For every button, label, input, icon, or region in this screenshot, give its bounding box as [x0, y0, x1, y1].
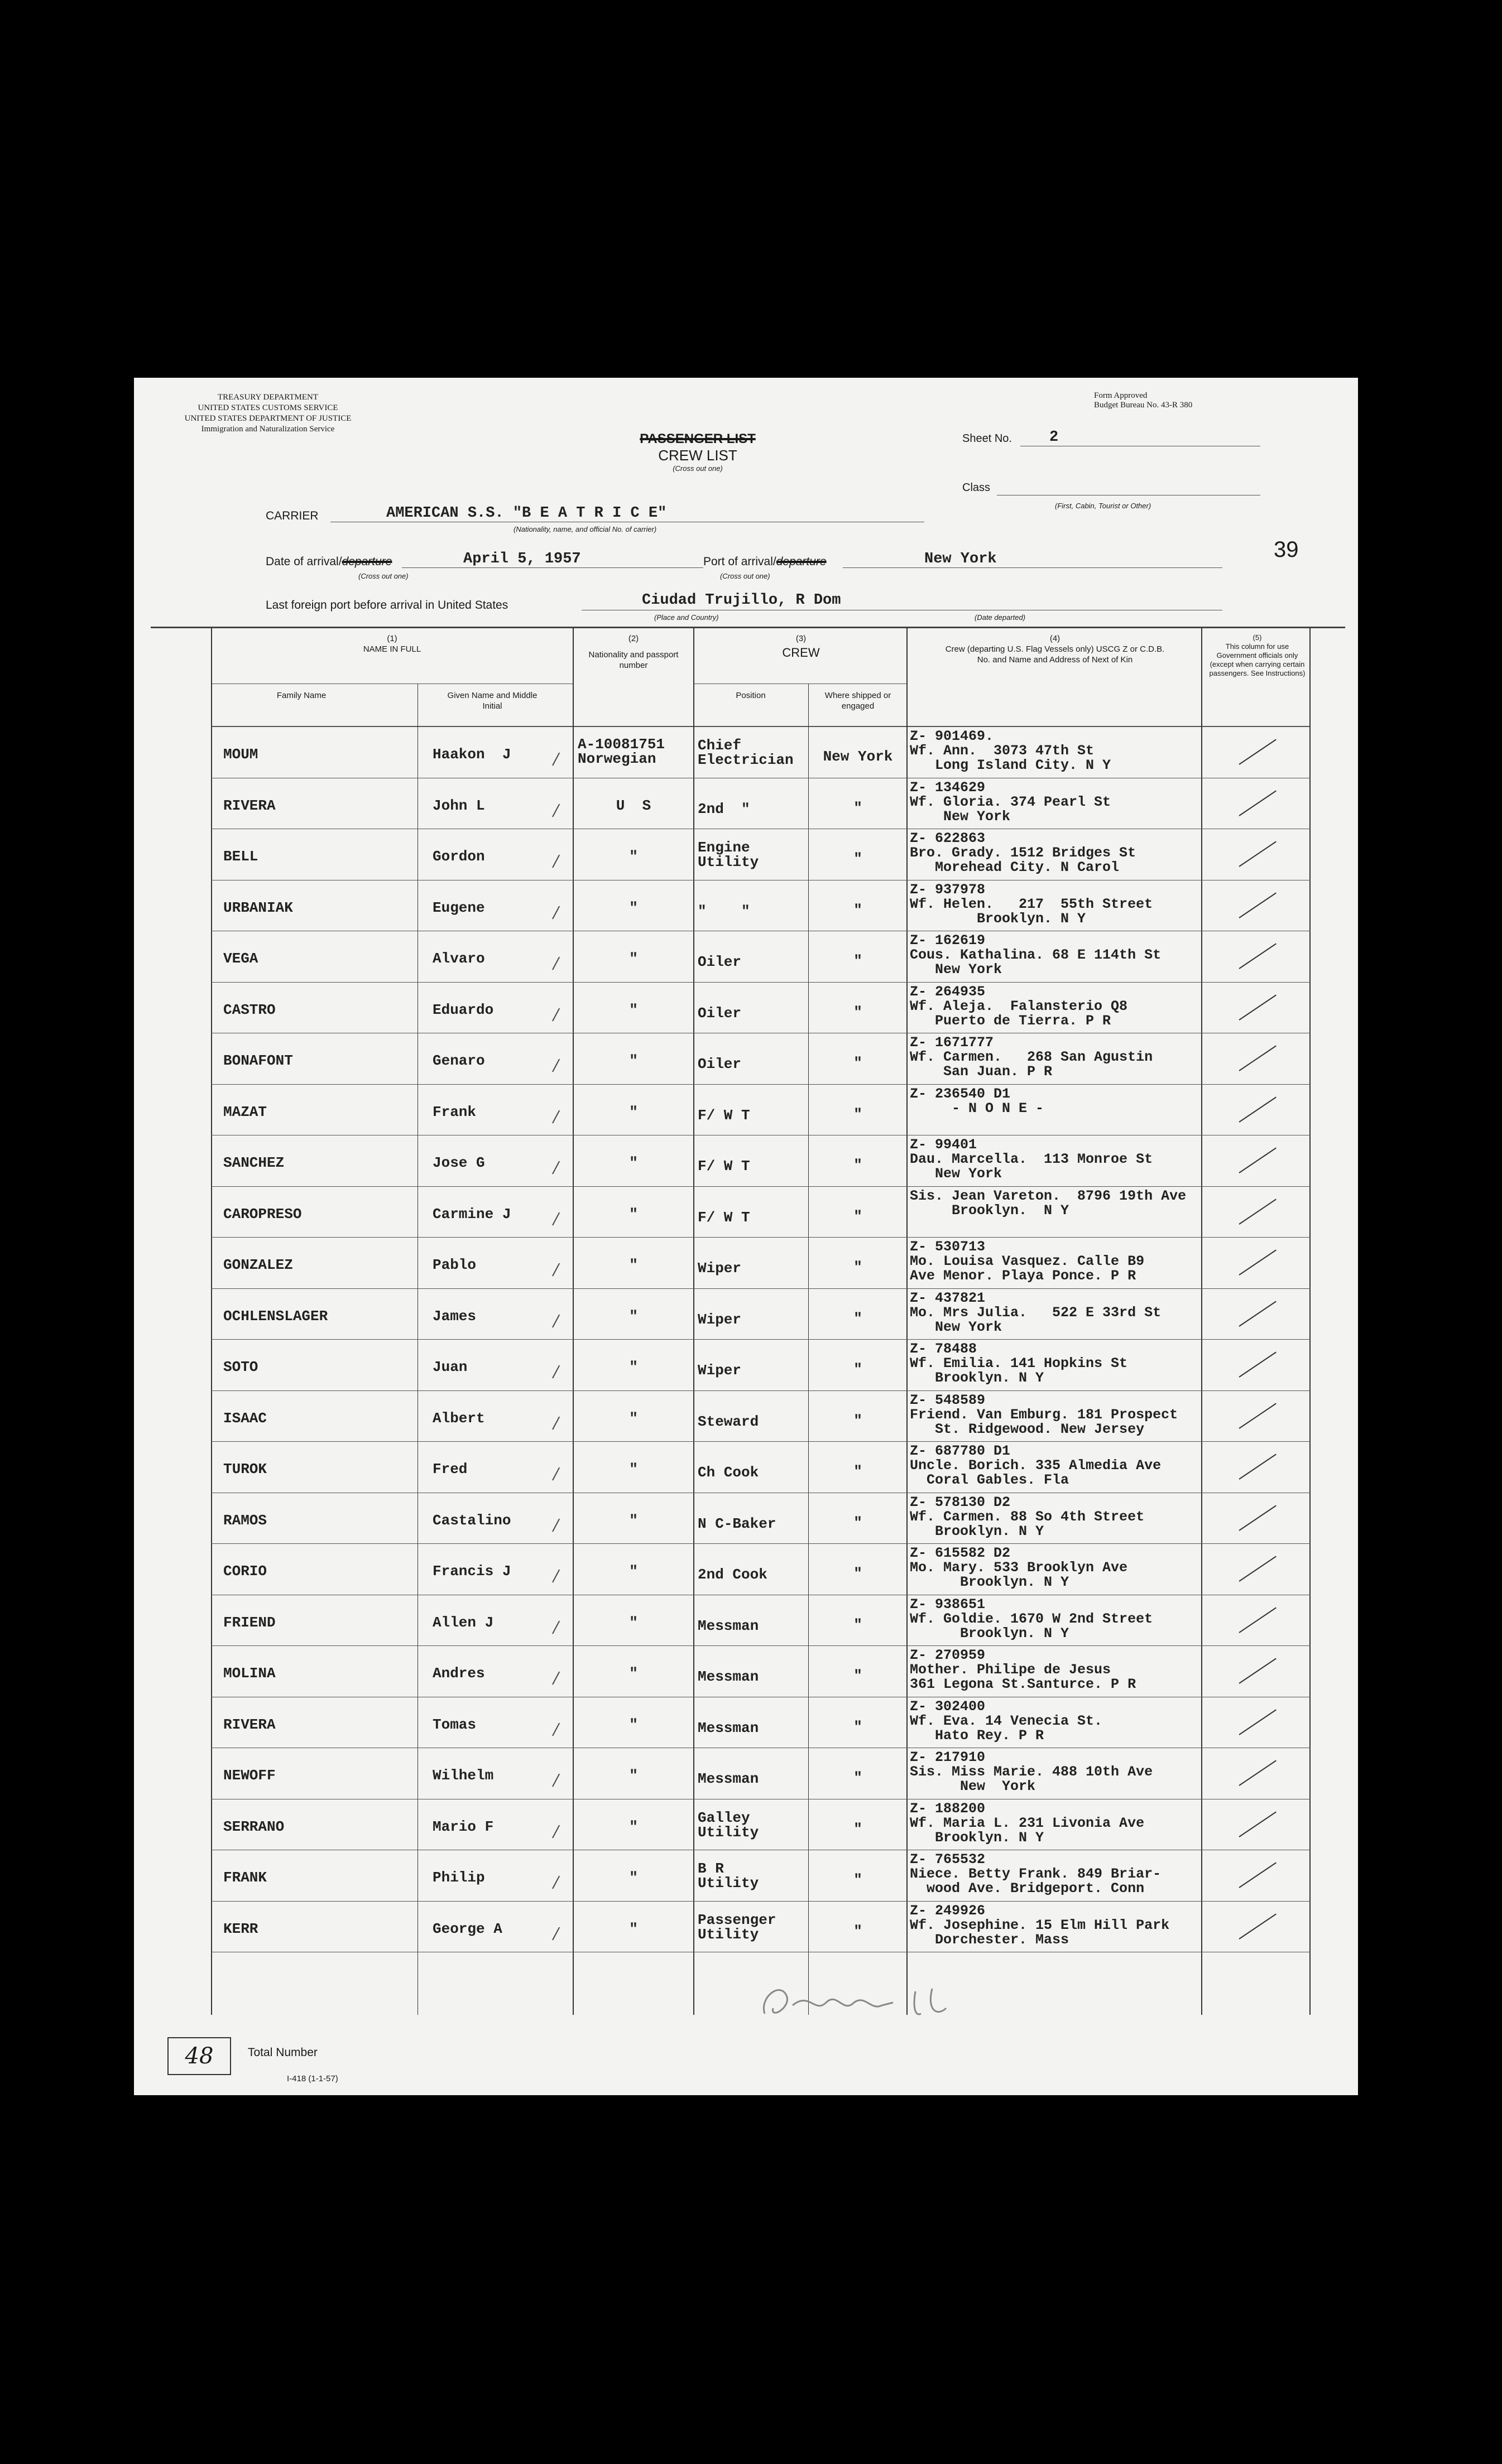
table-row	[134, 1442, 1358, 1493]
tick-mark	[552, 957, 560, 970]
check-mark	[1239, 841, 1276, 867]
carrier-note: (Nationality, name, and official No. of carrier)	[514, 525, 657, 533]
official-signature	[748, 1975, 982, 2036]
col3-title: CREW	[782, 646, 820, 660]
nationality: U S	[616, 797, 651, 814]
where-shipped: "	[853, 1055, 862, 1071]
where-shipped: "	[853, 1207, 862, 1225]
family-name: FRIEND	[223, 1614, 276, 1631]
where-shipped: "	[853, 1565, 862, 1582]
check-mark	[1239, 1249, 1276, 1275]
tick-mark	[552, 1876, 560, 1889]
tick-mark	[552, 1518, 560, 1532]
position: 2nd "	[698, 800, 750, 817]
table-row	[134, 829, 1358, 880]
given-name: Tomas	[433, 1716, 477, 1733]
position: Messman	[698, 1668, 759, 1685]
next-of-kin: Z- 1671777 Wf. Carmen. 268 San Agustin San Juan. P R	[910, 1034, 1153, 1080]
position: F/ W T	[698, 1106, 750, 1124]
nationality: "	[629, 1767, 638, 1784]
family-name: SERRANO	[223, 1818, 285, 1835]
sheet-number: 2	[1049, 429, 1059, 446]
col2-header	[575, 633, 692, 671]
port-struck: departure	[776, 555, 827, 568]
table-row	[134, 1902, 1358, 1953]
check-mark	[1239, 1913, 1276, 1939]
tick-mark	[552, 1722, 560, 1736]
family-name: MOLINA	[223, 1665, 276, 1682]
family-name: KERR	[223, 1920, 258, 1937]
nationality: "	[629, 1205, 638, 1223]
tick-mark	[552, 855, 560, 868]
family-name: MOUM	[223, 746, 258, 763]
where-shipped: "	[853, 850, 862, 867]
check-mark	[1239, 943, 1276, 969]
given-name: James	[433, 1307, 477, 1325]
agency-line-2: UNITED STATES CUSTOMS SERVICE	[198, 403, 338, 412]
crew-table	[134, 378, 1358, 2095]
family-name: RIVERA	[223, 1716, 276, 1733]
tick-mark	[552, 1927, 560, 1940]
tick-mark	[552, 1212, 560, 1225]
given-name: Eduardo	[433, 1001, 494, 1018]
given-name: Francis J	[433, 1563, 511, 1580]
col4-header	[910, 633, 1200, 665]
nationality: "	[629, 1563, 638, 1580]
given-name: Philip	[433, 1869, 485, 1886]
tick-mark	[552, 753, 560, 766]
position: Passenger Utility	[698, 1911, 776, 1943]
family-name: FRANK	[223, 1869, 267, 1886]
where-shipped: "	[853, 799, 862, 816]
family-name: URBANIAK	[223, 899, 293, 916]
where-shipped: "	[853, 1259, 862, 1276]
family-name: NEWOFF	[223, 1767, 276, 1784]
nationality: "	[629, 848, 638, 865]
where-shipped: "	[853, 1718, 862, 1735]
table-row	[134, 1697, 1358, 1749]
nationality: "	[629, 1716, 638, 1733]
nationality: "	[629, 1103, 638, 1120]
nationality: A-10081751 Norwegian	[578, 736, 665, 767]
tick-mark	[552, 803, 560, 817]
col1-header	[212, 633, 572, 654]
col5-title: This column for use Government officials only (except when carrying certain passengers. See Instructions)	[1209, 642, 1306, 677]
tick-mark	[552, 1059, 560, 1072]
table-row	[134, 1799, 1358, 1851]
check-mark	[1239, 1556, 1276, 1581]
nationality: "	[629, 1001, 638, 1018]
table-row	[134, 1033, 1358, 1085]
table-row	[134, 1238, 1358, 1289]
given-name: Allen J	[433, 1614, 494, 1631]
nationality: "	[629, 1461, 638, 1478]
class-note: (First, Cabin, Tourist or Other)	[1055, 502, 1151, 510]
total-label: Total Number	[248, 2046, 318, 2059]
check-mark	[1239, 1760, 1276, 1786]
where-shipped: "	[853, 1616, 862, 1633]
where-shipped: "	[853, 1769, 862, 1786]
table-row	[134, 1085, 1358, 1136]
nationality: "	[629, 1869, 638, 1886]
table-row	[134, 778, 1358, 830]
nationality: "	[629, 950, 638, 967]
family-name: CAROPRESO	[223, 1205, 302, 1223]
table-row	[134, 727, 1358, 778]
where-shipped: "	[853, 1871, 862, 1888]
position: Ch Cook	[698, 1464, 759, 1481]
next-of-kin: Z- 249926 Wf. Josephine. 15 Elm Hill Park Dorchester. Mass	[910, 1902, 1170, 1948]
check-mark	[1239, 790, 1276, 816]
position: F/ W T	[698, 1209, 750, 1226]
sheet-label: Sheet No.	[962, 432, 1012, 445]
position: " "	[698, 902, 750, 920]
check-mark	[1239, 1505, 1276, 1531]
check-mark	[1239, 1811, 1276, 1837]
where-shipped: "	[853, 901, 862, 918]
position: Messman	[698, 1617, 759, 1634]
next-of-kin: Z- 615582 D2 Mo. Mary. 533 Brooklyn Ave Brooklyn. N Y	[910, 1545, 1128, 1590]
check-mark	[1239, 892, 1276, 918]
col3b-header: Where shipped or engaged	[824, 691, 891, 711]
check-mark	[1239, 1862, 1276, 1888]
table-row	[134, 1850, 1358, 1902]
check-mark	[1239, 1658, 1276, 1683]
next-of-kin: Z- 901469. Wf. Ann. 3073 47th St Long Island City. N Y	[910, 728, 1111, 773]
given-name: Pablo	[433, 1257, 477, 1273]
next-of-kin: Z- 78488 Wf. Emilia. 141 Hopkins St Brooklyn. N Y	[910, 1341, 1128, 1386]
total-box	[167, 2037, 231, 2075]
given-name: Castalino	[433, 1512, 511, 1529]
check-mark	[1239, 1301, 1276, 1326]
nationality: "	[629, 1512, 638, 1529]
check-mark	[1239, 1454, 1276, 1479]
check-mark	[1239, 1709, 1276, 1735]
where-shipped: "	[853, 1412, 862, 1429]
next-of-kin: Z- 134629 Wf. Gloria. 374 Pearl St New York	[910, 779, 1111, 825]
position: Chief Electrician	[698, 737, 794, 768]
family-name: SOTO	[223, 1359, 258, 1375]
family-name: RAMOS	[223, 1512, 267, 1529]
next-of-kin: Z- 236540 D1 - N O N E -	[910, 1085, 1044, 1116]
family-name: SANCHEZ	[223, 1154, 285, 1171]
next-of-kin: Z- 99401 Dau. Marcella. 113 Monroe St New York	[910, 1137, 1153, 1182]
col1b-header: Given Name and Middle Initial	[447, 691, 538, 711]
tick-mark	[552, 1365, 560, 1379]
family-name: OCHLENSLAGER	[223, 1307, 328, 1325]
nationality: "	[629, 1052, 638, 1069]
nationality: "	[629, 1359, 638, 1375]
class-label: Class	[962, 482, 991, 494]
where-shipped: "	[853, 952, 862, 969]
form-sheet	[134, 378, 1358, 2095]
next-of-kin: Z- 548589 Friend. Van Emburg. 181 Prospect St. Ridgewood. New Jersey	[910, 1392, 1178, 1437]
col3-number: (3)	[795, 634, 807, 643]
table-row	[134, 1135, 1358, 1187]
form-approved-line-1: Form Approved	[1094, 391, 1148, 400]
table-row	[134, 1544, 1358, 1595]
check-mark	[1239, 1607, 1276, 1633]
where-shipped: "	[853, 1463, 862, 1480]
check-mark	[1239, 739, 1276, 764]
tick-mark	[552, 1672, 560, 1685]
where-shipped: "	[853, 1105, 862, 1123]
carrier-value: AMERICAN S.S. "B E A T R I C E"	[386, 505, 667, 522]
check-mark	[1239, 1351, 1276, 1377]
arrival-struck: departure	[342, 555, 392, 568]
tick-mark	[552, 1416, 560, 1430]
where-shipped: "	[853, 1003, 862, 1021]
nationality: "	[629, 1409, 638, 1427]
col1-number: (1)	[387, 634, 397, 643]
page-number: 39	[1274, 537, 1299, 562]
next-of-kin: Z- 765532 Niece. Betty Frank. 849 Briar- wood Ave. Bridgeport. Conn	[910, 1851, 1162, 1897]
table-row	[134, 1748, 1358, 1799]
arrival-label: Date of arrival/	[266, 555, 342, 568]
next-of-kin: Z- 622863 Bro. Grady. 1512 Bridges St Morehead City. N Carol	[910, 830, 1136, 875]
tick-mark	[552, 1314, 560, 1327]
tick-mark	[552, 1110, 560, 1123]
next-of-kin: Z- 437821 Mo. Mrs Julia. 522 E 33rd St New York	[910, 1289, 1162, 1335]
tick-mark	[552, 1825, 560, 1838]
position: Engine Utility	[698, 839, 759, 870]
position: Messman	[698, 1719, 759, 1736]
next-of-kin: Z- 162619 Cous. Kathalina. 68 E 114th St New York	[910, 932, 1162, 978]
position: Wiper	[698, 1260, 742, 1277]
table-row	[134, 1391, 1358, 1442]
col1a-header: Family Name	[276, 691, 327, 700]
check-mark	[1239, 1096, 1276, 1122]
col5-header	[1206, 633, 1309, 678]
title-struck: PASSENGER LIST	[640, 431, 756, 446]
next-of-kin: Z- 188200 Wf. Maria L. 231 Livonia Ave Brooklyn. N Y	[910, 1800, 1145, 1846]
table-row	[134, 983, 1358, 1034]
position: N C-Baker	[698, 1515, 776, 1532]
family-name: ISAAC	[223, 1409, 267, 1427]
position: Oiler	[698, 1004, 742, 1022]
form-number: I-418 (1-1-57)	[287, 2074, 338, 2083]
where-shipped: "	[853, 1820, 862, 1837]
given-name: George A	[433, 1920, 502, 1937]
next-of-kin: Z- 302400 Wf. Eva. 14 Venecia St. Hato Rey. P R	[910, 1698, 1103, 1744]
given-name: Fred	[433, 1461, 468, 1478]
check-mark	[1239, 1147, 1276, 1173]
given-name: Gordon	[433, 848, 485, 865]
position: Oiler	[698, 954, 742, 970]
tick-mark	[552, 1774, 560, 1787]
position: 2nd Cook	[698, 1566, 767, 1583]
tick-mark	[552, 1008, 560, 1021]
position: Steward	[698, 1413, 759, 1430]
port-label: Port of arrival/	[703, 555, 776, 568]
table-row	[134, 931, 1358, 983]
given-name: Carmine J	[433, 1205, 511, 1223]
family-name: VEGA	[223, 950, 258, 967]
col4-number: (4)	[1049, 634, 1060, 643]
col5-number: (5)	[1253, 633, 1262, 642]
agency-line-4: Immigration and Naturalization Service	[201, 425, 335, 434]
next-of-kin: Z- 687780 D1 Uncle. Borich. 335 Almedia Ave Coral Gables. Fla	[910, 1443, 1162, 1488]
total-number: 48	[185, 2043, 214, 2069]
where-shipped: "	[853, 1922, 862, 1940]
given-name: Jose G	[433, 1154, 485, 1171]
check-mark	[1239, 1045, 1276, 1071]
family-name: MAZAT	[223, 1103, 267, 1120]
given-name: Haakon J	[433, 746, 511, 763]
nationality: "	[629, 1818, 638, 1835]
col1-title: NAME IN FULL	[363, 644, 421, 654]
next-of-kin: Z- 938651 Wf. Goldie. 1670 W 2nd Street Brooklyn. N Y	[910, 1596, 1153, 1642]
agency-line-1: TREASURY DEPARTMENT	[217, 393, 319, 402]
last-port-label: Last foreign port before arrival in United States	[266, 599, 508, 612]
tick-mark	[552, 1467, 560, 1481]
next-of-kin: Z- 937978 Wf. Helen. 217 55th Street Brooklyn. N Y	[910, 881, 1153, 927]
port-value: New York	[924, 551, 997, 567]
nationality: "	[629, 1614, 638, 1631]
family-name: BELL	[223, 848, 258, 865]
given-name: Genaro	[433, 1052, 485, 1069]
nationality: "	[629, 899, 638, 916]
family-name: GONZALEZ	[223, 1257, 293, 1273]
port-note: (Cross out one)	[720, 572, 770, 580]
where-shipped: "	[853, 1667, 862, 1684]
next-of-kin: Z- 530713 Mo. Louisa Vasquez. Calle B9 Ave Menor. Playa Ponce. P R	[910, 1239, 1145, 1284]
family-name: TUROK	[223, 1461, 267, 1478]
check-mark	[1239, 1199, 1276, 1224]
tick-mark	[552, 906, 560, 919]
family-name: BONAFONT	[223, 1052, 293, 1069]
col3-header	[695, 633, 907, 658]
arrival-note: (Cross out one)	[358, 572, 409, 580]
position: Wiper	[698, 1362, 742, 1379]
given-name: Wilhelm	[433, 1767, 494, 1784]
where-shipped: "	[853, 1361, 862, 1378]
table-row	[134, 1646, 1358, 1697]
table-row	[134, 1493, 1358, 1544]
next-of-kin: Sis. Jean Vareton. 8796 19th Ave Brooklyn. N Y	[910, 1187, 1187, 1219]
page-title: CREW LIST	[658, 447, 737, 464]
given-name: John L	[433, 797, 485, 814]
where-shipped: "	[853, 1157, 862, 1173]
position: Wiper	[698, 1311, 742, 1328]
arrival-date: April 5, 1957	[463, 551, 581, 567]
col2-number: (2)	[628, 634, 639, 643]
family-name: RIVERA	[223, 797, 276, 814]
given-name: Andres	[433, 1665, 485, 1682]
form-approved-line-2: Budget Bureau No. 43-R 380	[1094, 401, 1193, 410]
table-row	[134, 1340, 1358, 1391]
family-name: CORIO	[223, 1563, 267, 1580]
given-name: Frank	[433, 1103, 477, 1120]
col3a-header: Position	[736, 691, 766, 700]
nationality: "	[629, 1920, 638, 1937]
given-name: Alvaro	[433, 950, 485, 967]
nationality: "	[629, 1665, 638, 1682]
tick-mark	[552, 1570, 560, 1583]
title-note: (Cross out one)	[673, 464, 723, 473]
tick-mark	[552, 1263, 560, 1277]
place-note: (Place and Country)	[654, 613, 719, 622]
position: B R Utility	[698, 1860, 759, 1892]
position: Messman	[698, 1770, 759, 1787]
position: Oiler	[698, 1056, 742, 1072]
where-shipped: "	[853, 1310, 862, 1327]
tick-mark	[552, 1161, 560, 1175]
agency-line-3: UNITED STATES DEPARTMENT OF JUSTICE	[184, 414, 352, 423]
nationality: "	[629, 1257, 638, 1273]
given-name: Mario F	[433, 1818, 494, 1835]
nationality: "	[629, 1307, 638, 1325]
table-row	[134, 1187, 1358, 1238]
next-of-kin: Z- 578130 D2 Wf. Carmen. 88 So 4th Street Brooklyn. N Y	[910, 1494, 1145, 1539]
table-row	[134, 1595, 1358, 1647]
next-of-kin: Z- 217910 Sis. Miss Marie. 488 10th Ave New York	[910, 1749, 1153, 1794]
given-name: Albert	[433, 1409, 485, 1427]
carrier-label: CARRIER	[266, 509, 319, 522]
next-of-kin: Z- 264935 Wf. Aleja. Falansterio Q8 Puerto de Tierra. P R	[910, 983, 1128, 1029]
given-name: Juan	[433, 1359, 468, 1375]
table-row	[134, 1289, 1358, 1340]
nationality: "	[629, 1154, 638, 1171]
where-shipped: "	[853, 1514, 862, 1531]
given-name: Eugene	[433, 899, 485, 916]
position: Galley Utility	[698, 1809, 759, 1841]
family-name: CASTRO	[223, 1001, 276, 1018]
check-mark	[1239, 994, 1276, 1020]
next-of-kin: Z- 270959 Mother. Philipe de Jesus 361 Legona St.Santurce. P R	[910, 1647, 1136, 1692]
check-mark	[1239, 1403, 1276, 1428]
where-shipped: New York	[823, 748, 893, 765]
col4-title: Crew (departing U.S. Flag Vessels only) USCG Z or C.D.B. No. and Name and Address of Next of Kin	[945, 644, 1165, 665]
col2-title: Nationality and passport number	[588, 650, 679, 670]
table-row	[134, 880, 1358, 932]
last-port-value: Ciudad Trujillo, R Dom	[642, 592, 841, 609]
position: F/ W T	[698, 1158, 750, 1175]
date-departed-note: (Date departed)	[975, 613, 1026, 622]
tick-mark	[552, 1620, 560, 1634]
